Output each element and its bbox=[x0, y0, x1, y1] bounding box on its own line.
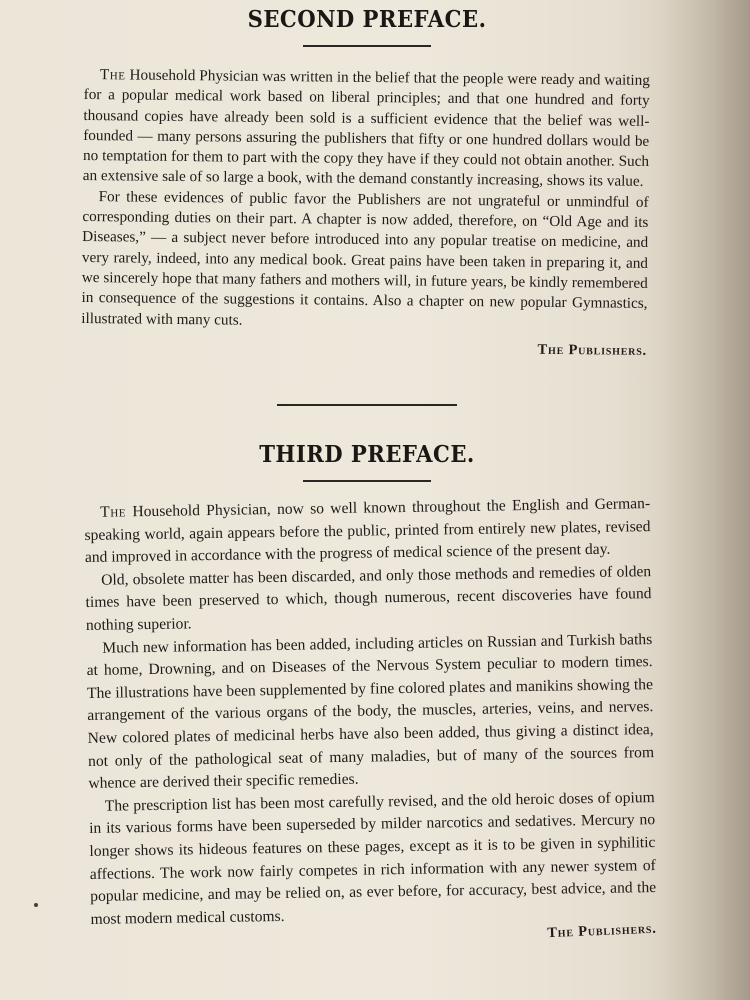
paragraph-text: Household Physician was written in the belief that the people were ready and waiting for a popular medical work based on liberal principles; and that one hundred and forty thousand copies have already been sold is a sufficient evidence that the belief was well-founded — many persons assuring the publishers that fifty or one hundred dollars would be no temptation for them to part with the copy they have if they could not obtain another. Such an extensive sale of so large a book, with the demand constantly increasing, shows its value. bbox=[82, 66, 650, 191]
paragraph-text: For these evidences of public favor the Publishers are not ungrateful or unmindful of corresponding duties on their part. A chapter is now added, therefore, on “Old Age and its Diseases,” — a subject never before introduced into any popular treatise on medicine, and very rarely, indeed, into any medical book. Great pains have been taken in preparing it, and we sincerely hope that many fathers and mothers will, in future years, be kindly remembered in consequence of the suggestions it contains. Also a chapter on new popular Gymnastics, illustrated with many cuts. bbox=[81, 187, 649, 329]
section-divider-rule bbox=[277, 404, 457, 406]
paragraph-text: The prescription list has been most carefully revised, and the old heroic doses of opium in its various forms have been superseded by milder narcotics and sedatives. Mercury no longer shows its hideous features on these pages, except as it is to be given in syphilitic affections. The work now fairly competes in rich information with any newer system of popular medicine, and may be relied on, as ever before, for accuracy, best advice, and the most modern medical customs. bbox=[88, 788, 657, 928]
second-preface-paragraph-2 bbox=[81, 187, 648, 335]
third-preface-title: THIRD PREFACE. bbox=[259, 441, 475, 468]
third-preface-paragraph-2 bbox=[85, 561, 652, 638]
second-preface-signature: The Publishers. bbox=[537, 341, 648, 359]
third-preface-paragraph-3 bbox=[86, 629, 654, 796]
second-preface-title: SECOND PREFACE. bbox=[247, 6, 487, 33]
page-gutter-shadow bbox=[660, 0, 750, 1000]
second-preface-paragraph-1 bbox=[83, 65, 650, 193]
third-preface-signature: The Publishers. bbox=[546, 920, 658, 942]
ink-speck bbox=[34, 903, 38, 907]
third-preface-body bbox=[84, 493, 657, 954]
paragraph-text: Household Physician, now so well known throughout the English and German-speaking world, again appears before the public, printed from entirely new plates, revised and improved in accordance with the progress of medical science of the present day. bbox=[84, 495, 651, 567]
third-preface-title-rule bbox=[303, 480, 431, 482]
paragraph-lead-word: The bbox=[100, 503, 127, 521]
paragraph-lead-word: The bbox=[99, 66, 126, 84]
third-preface-paragraph-1 bbox=[84, 493, 651, 570]
section-divider bbox=[84, 404, 650, 406]
third-preface-section bbox=[84, 441, 658, 954]
second-preface-title-rule bbox=[303, 45, 431, 47]
second-preface-section bbox=[81, 6, 650, 359]
paragraph-text: Much new information has been added, including articles on Russian and Turkish baths at home, Drowning, and on Diseases of the Nervous System peculiar to modern times. The illustrations have been supplemented by fine colored plates and manikins showing the arrangement of the various organs of the body, the muscles, arteries, veins, and nerves. New colored plates of medicinal herbs have also been added, thus giving a distinct idea, not only of the pathological seat of many maladies, but of many of the sources from whence are derived their specific remedies. bbox=[86, 630, 655, 793]
third-preface-paragraph-4 bbox=[89, 787, 657, 931]
second-preface-body bbox=[81, 65, 650, 360]
paragraph-text: Old, obsolete matter has been discarded, and only those methods and remedies of olden times have been preserved to which, though numerous, recent discoveries have found nothing superior. bbox=[85, 562, 652, 634]
